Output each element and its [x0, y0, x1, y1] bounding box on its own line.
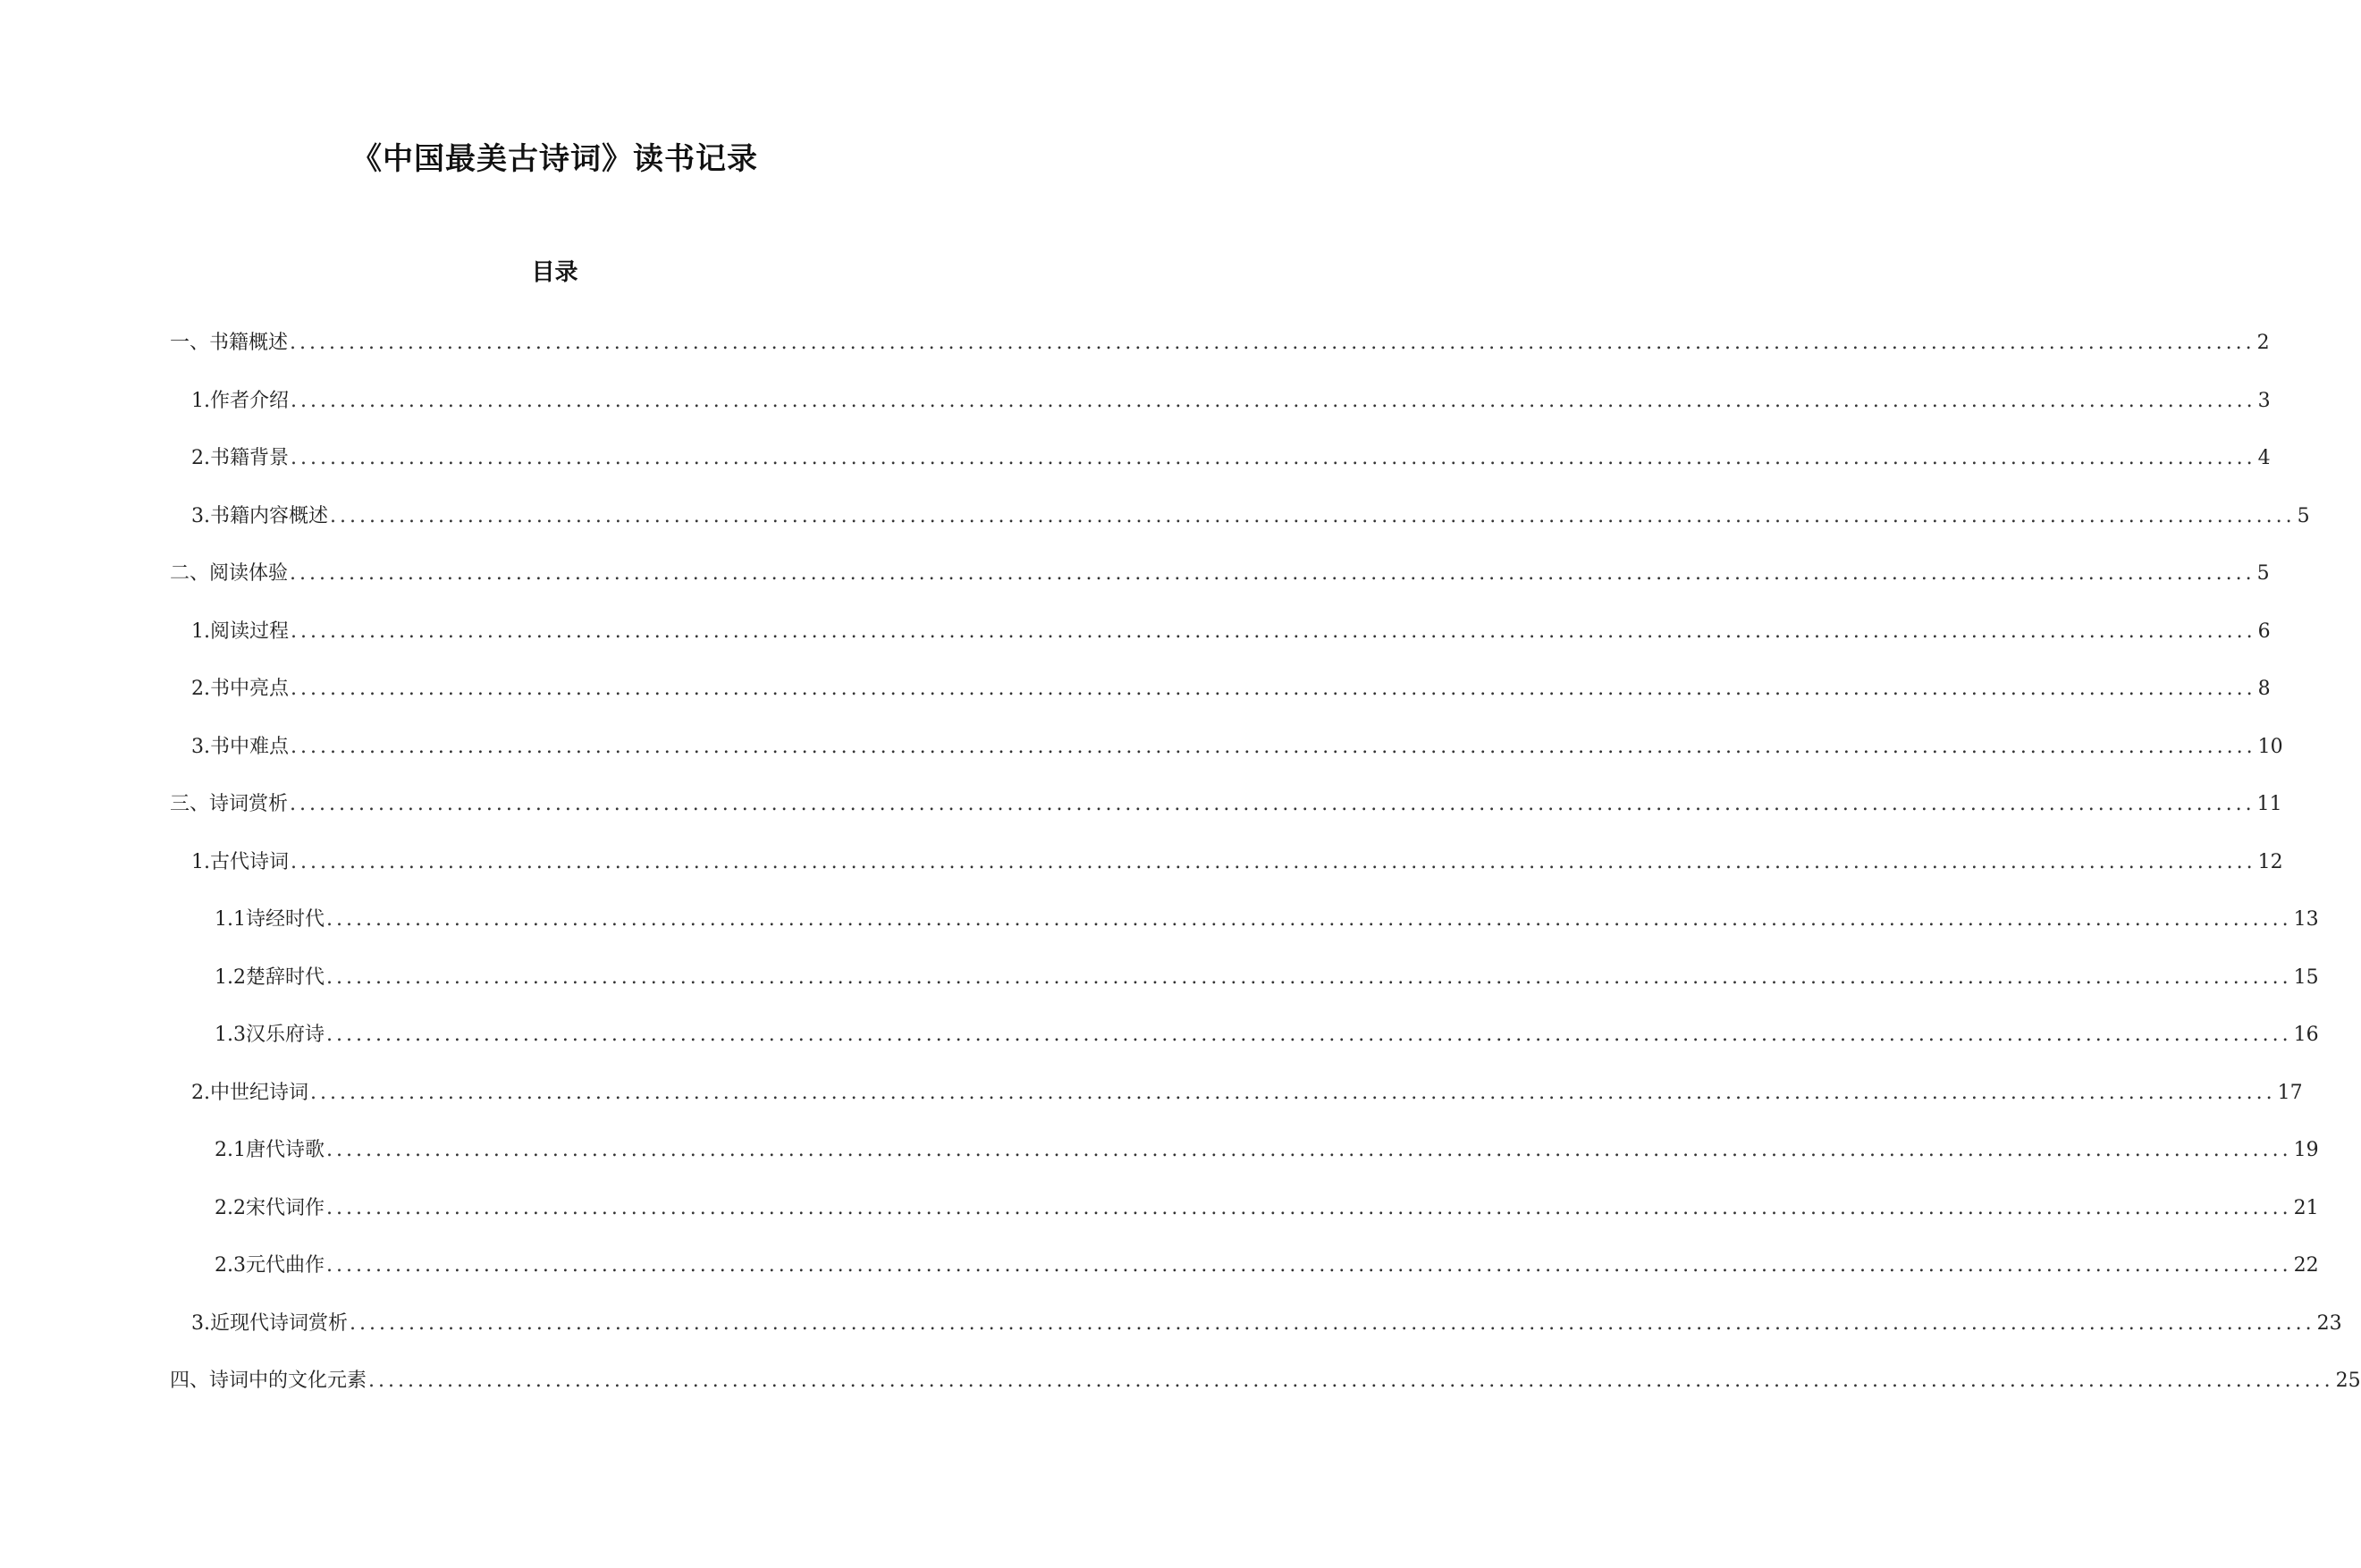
dot-leader: ........................................................................................................................................................................................................ [290, 793, 2256, 815]
dot-leader: ........................................................................................................................................................................................................ [326, 908, 2292, 931]
toc-entry-label: 中世纪诗词 [210, 1081, 309, 1104]
dot-leader: ........................................................................................................................................................................................................ [330, 504, 2296, 527]
toc-entry-number: 3. [191, 504, 210, 527]
toc-entry[interactable] [215, 1193, 2319, 1224]
toc-entry-label: 书籍内容概述 [210, 504, 329, 527]
toc-entry-label: 楚辞时代 [246, 965, 325, 989]
toc-entry-label: 四、诗词中的文化元素 [170, 1370, 367, 1392]
toc-entry-number: 1.1 [215, 908, 246, 931]
toc-entry-label: 书中难点 [210, 735, 290, 758]
toc-entry[interactable] [170, 559, 2270, 589]
document-title: 《中国最美古诗词》读书记录 [351, 141, 758, 177]
toc-entry[interactable] [215, 1020, 2319, 1050]
dot-leader: ........................................................................................................................................................................................................ [326, 1139, 2292, 1161]
toc-entry[interactable] [191, 502, 2310, 532]
toc-entry[interactable] [191, 443, 2271, 474]
toc-entry-label: 阅读过程 [210, 620, 290, 643]
toc-entry[interactable] [215, 1251, 2319, 1281]
toc-entry[interactable] [215, 1135, 2319, 1166]
toc-heading: 目录 [531, 259, 578, 286]
toc-entry[interactable] [170, 1366, 2361, 1396]
toc-entry-label: 书籍背景 [210, 447, 290, 469]
dot-leader: ........................................................................................................................................................................................................ [326, 1024, 2292, 1046]
dot-leader: ........................................................................................................................................................................................................ [326, 1254, 2292, 1277]
toc-entry-number: 1. [191, 620, 210, 643]
toc-entry-number: 3. [191, 1311, 210, 1335]
toc-entry-page: 15 [2293, 965, 2319, 989]
dot-leader: ........................................................................................................................................................................................................ [291, 447, 2256, 469]
toc-entry-label: 一、书籍概述 [170, 332, 289, 354]
toc-entry-label: 近现代诗词赏析 [210, 1311, 349, 1335]
dot-leader: ........................................................................................................................................................................................................ [326, 1196, 2292, 1219]
toc-entry-page: 25 [2335, 1370, 2361, 1392]
toc-entry-number: 2.2 [215, 1196, 246, 1219]
dot-leader: ........................................................................................................................................................................................................ [291, 850, 2256, 873]
toc-entry-number: 2. [191, 447, 210, 469]
toc-entry-page: 5 [2297, 504, 2310, 527]
toc-entry[interactable] [215, 905, 2319, 935]
toc-entry-label: 书中亮点 [210, 678, 290, 700]
toc-entry-number: 1.2 [215, 965, 246, 989]
toc-entry-page: 5 [2256, 562, 2270, 585]
toc-entry[interactable] [170, 789, 2282, 820]
toc-entry-page: 23 [2316, 1311, 2342, 1335]
toc-entry-page: 12 [2257, 850, 2283, 873]
toc-entry-number: 1. [191, 850, 210, 873]
toc-entry-page: 22 [2293, 1254, 2319, 1277]
toc-entry[interactable] [215, 963, 2319, 993]
toc-entry-page: 17 [2277, 1081, 2303, 1104]
toc-entry-page: 11 [2256, 793, 2282, 815]
toc-entry[interactable] [191, 1078, 2303, 1109]
toc-entry-label: 宋代词作 [246, 1196, 325, 1219]
toc-entry[interactable] [191, 386, 2271, 417]
dot-leader: ........................................................................................................................................................................................................ [291, 620, 2256, 643]
dot-leader: ........................................................................................................................................................................................................ [291, 389, 2256, 412]
toc-entry-number: 2.1 [215, 1139, 246, 1161]
toc-entry-label: 三、诗词赏析 [170, 793, 289, 815]
toc-entry-number: 1. [191, 389, 210, 412]
dot-leader: ........................................................................................................................................................................................................ [290, 562, 2256, 585]
dot-leader: ........................................................................................................................................................................................................ [350, 1311, 2315, 1335]
toc-entry-page: 4 [2257, 447, 2271, 469]
toc-entry-label: 二、阅读体验 [170, 562, 289, 585]
toc-entry[interactable] [191, 847, 2283, 878]
toc-entry-page: 19 [2293, 1139, 2319, 1161]
toc-entry-label: 汉乐府诗 [246, 1024, 325, 1046]
toc-entry-label: 唐代诗歌 [246, 1139, 325, 1161]
toc-entry-page: 16 [2293, 1024, 2319, 1046]
toc-entry-page: 2 [2256, 332, 2270, 354]
toc-entry[interactable] [191, 732, 2283, 763]
dot-leader: ........................................................................................................................................................................................................ [310, 1081, 2276, 1104]
toc-entry-page: 21 [2293, 1196, 2319, 1219]
toc-entry-label: 作者介绍 [210, 389, 290, 412]
dot-leader: ........................................................................................................................................................................................................ [291, 678, 2256, 700]
toc-entry-page: 6 [2257, 620, 2271, 643]
dot-leader: ........................................................................................................................................................................................................ [326, 965, 2292, 989]
toc-entry[interactable] [191, 674, 2271, 704]
toc-entry-number: 2. [191, 678, 210, 700]
dot-leader: ........................................................................................................................................................................................................ [368, 1370, 2334, 1392]
toc-entry-page: 3 [2257, 389, 2271, 412]
toc-entry-label: 古代诗词 [210, 850, 290, 873]
toc-entry-number: 2. [191, 1081, 210, 1104]
toc-entry-label: 元代曲作 [246, 1254, 325, 1277]
toc-entry-page: 13 [2293, 908, 2319, 931]
toc-entry-number: 3. [191, 735, 210, 758]
toc-entry[interactable] [170, 328, 2270, 358]
toc-entry-label: 诗经时代 [246, 908, 325, 931]
dot-leader: ........................................................................................................................................................................................................ [291, 735, 2256, 758]
dot-leader: ........................................................................................................................................................................................................ [290, 332, 2256, 354]
toc-entry-number: 1.3 [215, 1024, 246, 1046]
toc-entry-number: 2.3 [215, 1254, 246, 1277]
toc-entry[interactable] [191, 617, 2271, 647]
toc-entry-page: 10 [2257, 735, 2283, 758]
toc-entry-page: 8 [2257, 678, 2271, 700]
toc-entry[interactable] [191, 1309, 2342, 1339]
